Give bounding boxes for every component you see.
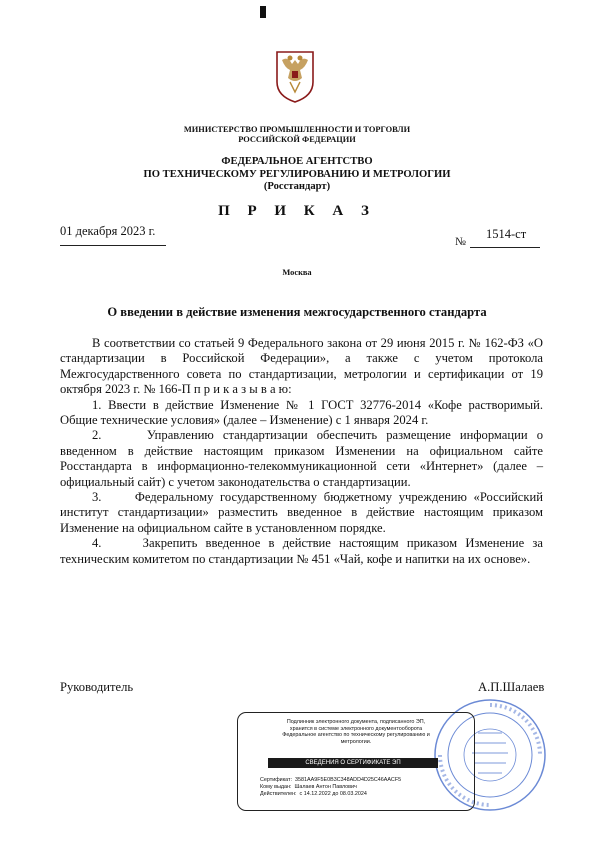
number-underline [470, 247, 540, 248]
document-subject: О введении в действие изменения межгосударственного стандарта [107, 305, 487, 319]
ministry-line-1: МИНИСТЕРСТВО ПРОМЫШЛЕННОСТИ И ТОРГОВЛИ [183, 125, 411, 134]
agency-line-3: (Росстандарт) [263, 181, 331, 192]
document-type: П Р И К А З [218, 203, 376, 219]
stamp-notice-line-2: хранится в системе электронного документооборота [289, 725, 423, 732]
preamble-paragraph: В соответствии со статьей 9 Федерального закона от 29 июня 2015 г. № 162-ФЗ «О стандартизации в Российской Федерации», а также с учетом протокола Межгосударственного совета по стандартизации, метрологии и сертификации от 19 октября 2023 г. № 166-П п р и к а з ы в а ю: [60, 336, 543, 397]
item-1-paragraph: 1. Ввести в действие Изменение № 1 ГОСТ 32776-2014 «Кофе растворимый. Общие технические условия» (далее – Изменение) с 1 января 2024 г. [60, 397, 543, 428]
issued-to-label: Кому выдан: [260, 784, 292, 791]
stamp-notice-line-3: Федеральное агентство по техническому регулированию и [282, 732, 430, 739]
certificate-row [260, 777, 401, 784]
document-body [60, 336, 543, 567]
coat-of-arms-icon [272, 48, 318, 104]
certificate-details [260, 777, 401, 799]
document-date: 01 декабря 2023 г. [60, 224, 156, 238]
ministry-line-2: РОССИЙСКОЙ ФЕДЕРАЦИИ [238, 135, 356, 144]
validity-label: Действителен: [260, 791, 297, 798]
document-number: 1514-ст [486, 227, 527, 241]
certificate-info-bar: СВЕДЕНИЯ О СЕРТИФИКАТЕ ЭП [268, 758, 438, 768]
item-2-paragraph: 2. Управлению стандартизации обеспечить размещение информации о введенном в действие настоящим приказом Изменении на официальном сайте Росстандарта в информационно-телекоммуникационной сети «Интернет» (далее – официальный сайт) с учетом законодательства о стандартизации. [60, 428, 543, 489]
ministry-name [0, 125, 594, 145]
certificate-label: Сертификат: [260, 777, 293, 783]
stamp-notice-line-4: метрологии. [340, 738, 372, 745]
item-3-paragraph: 3. Федеральному государственному бюджетному учреждению «Российский институт стандартизации» разместить введенное в действие настоящим приказом Изменение на официальном сайте в установленном порядке. [60, 490, 543, 535]
issued-to-value: Шалаев Антон Павлович [294, 784, 357, 791]
item-4-paragraph: 4. Закрепить введенное в действие настоящим приказом Изменение за техническим комитетом по стандартизации № 451 «Чай, кофе и напитки на их основе». [60, 536, 543, 566]
agency-name [0, 156, 594, 194]
agency-line-1: ФЕДЕРАЛЬНОЕ АГЕНТСТВО [221, 156, 373, 167]
stamp-notice-line-1: Подлинник электронного документа, подписанного ЭП, [286, 719, 426, 725]
top-mark [260, 6, 266, 18]
agency-line-2: ПО ТЕХНИЧЕСКОМУ РЕГУЛИРОВАНИЮ И МЕТРОЛОГИИ [143, 168, 451, 180]
signer-name: А.П.Шалаев [478, 680, 545, 694]
number-sign: № [455, 236, 466, 248]
city: Москва [282, 268, 312, 277]
electronic-signature-stamp [237, 712, 475, 811]
validity-value: с 14.12.2022 до 08.03.2024 [299, 791, 367, 798]
date-underline [60, 245, 166, 246]
stamp-notice [238, 719, 474, 745]
validity-row [260, 791, 401, 798]
certificate-value: 3581AA9F5E0B3C348ADD4D25C46AACF5 [295, 777, 402, 783]
signer-title: Руководитель [60, 680, 134, 694]
